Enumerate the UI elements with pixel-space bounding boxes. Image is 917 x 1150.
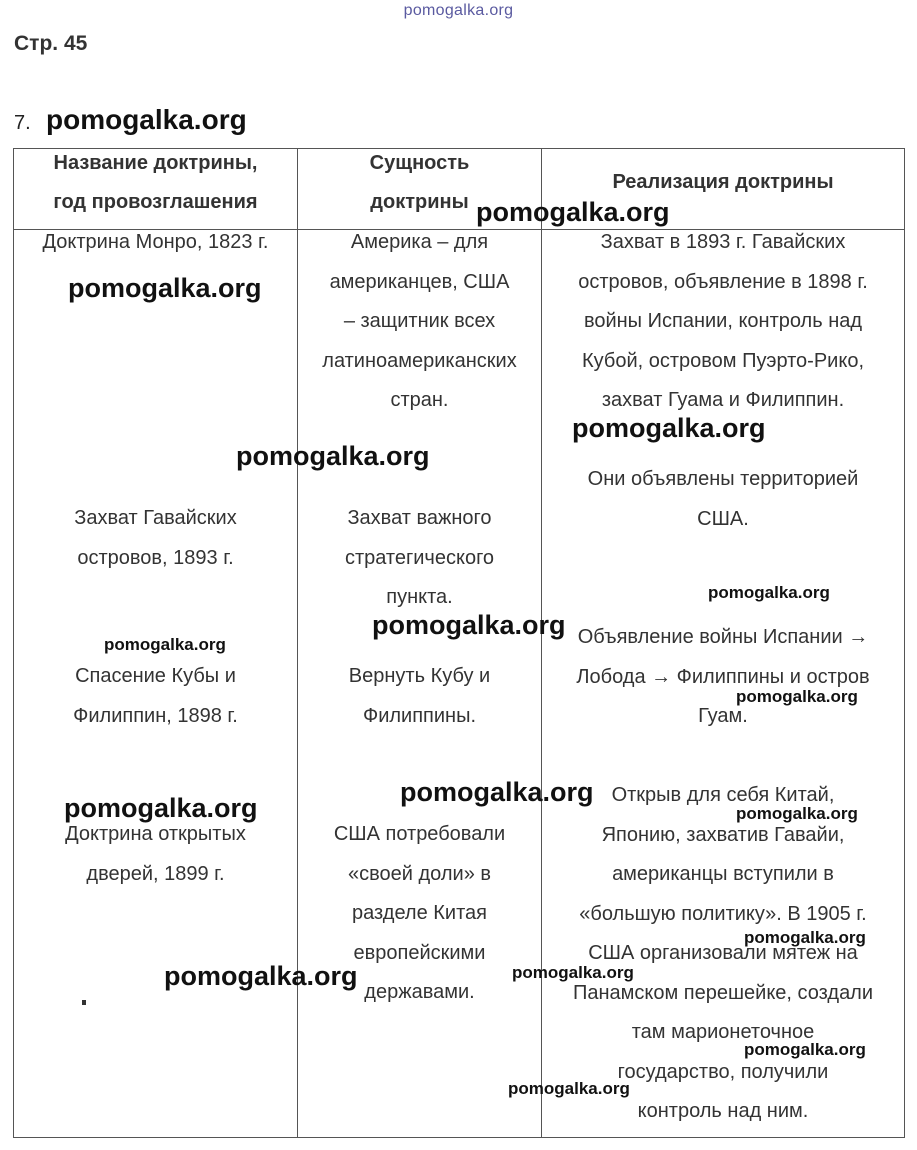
- watermark: pomogalka.org: [68, 273, 262, 303]
- watermark: pomogalka.org: [400, 777, 594, 807]
- column-header-name: Название доктрины, год провозглашения: [53, 152, 258, 213]
- watermark: pomogalka.org: [736, 804, 858, 823]
- watermark: pomogalka.org: [508, 1079, 630, 1098]
- doctrine-name-cell: Доктрина открытых дверей, 1899 г.: [65, 823, 246, 885]
- watermark: pomogalka.org: [512, 963, 634, 982]
- doctrine-essence-cell: Вернуть Кубу и Филиппины.: [348, 665, 491, 727]
- watermark: pomogalka.org: [372, 610, 566, 640]
- doctrine-implementation-cell: Открыв для себя Китай, Японию, захватив Гавайи, американцы вступили в «большую политику». В 1905 г. США организовали мятеж на Панамском перешейке, создали там марионеточное государство, получили контроль над ним.: [572, 784, 874, 1122]
- column-header-essence: Сущность доктрины: [369, 152, 470, 213]
- watermark: pomogalka.org: [572, 413, 766, 443]
- watermark: pomogalka.org: [64, 793, 258, 823]
- doctrine-name-cell: Спасение Кубы и Филиппин, 1898 г.: [73, 665, 238, 727]
- task-number: 7.: [14, 112, 31, 134]
- doctrine-essence-cell: Америка – для американцев, США – защитник всех латиноамериканских стран.: [322, 231, 517, 411]
- stray-mark: [82, 1000, 86, 1005]
- doctrine-essence-cell: Захват важного стратегического пункта.: [344, 507, 495, 608]
- watermark: pomogalka.org: [164, 961, 358, 991]
- page-number: Стр. 45: [14, 32, 88, 55]
- doctrine-name-cell: Захват Гавайских островов, 1893 г.: [74, 507, 237, 569]
- doctrine-implementation-cell: Захват в 1893 г. Гавайских островов, объявление в 1898 г. войны Испании, контроль над Кубой, островом Пуэрто-Рико, захват Гуама и Филиппин.: [578, 231, 868, 411]
- doctrine-name-cell: Доктрина Монро, 1823 г.: [42, 231, 269, 253]
- task-site-label: pomogalka.org: [46, 104, 247, 135]
- column-header-implementation: Реализация доктрины: [612, 171, 834, 193]
- watermark: pomogalka.org: [736, 687, 858, 706]
- watermark: pomogalka.org: [476, 197, 670, 227]
- watermark: pomogalka.org: [744, 928, 866, 947]
- doctrine-implementation-cell: Объявление войны Испании → Лобода → Филиппины и остров Гуам.: [576, 626, 870, 727]
- watermark: pomogalka.org: [104, 635, 226, 654]
- doctrine-implementation-cell: Они объявлены территорией США.: [587, 468, 859, 530]
- site-watermark-top: pomogalka.org: [403, 2, 514, 19]
- watermark: pomogalka.org: [744, 1040, 866, 1059]
- watermark: pomogalka.org: [236, 441, 430, 471]
- watermark: pomogalka.org: [708, 583, 830, 602]
- doctrine-essence-cell: США потребовали «своей доли» в разделе Китая европейскими державами.: [333, 823, 506, 1003]
